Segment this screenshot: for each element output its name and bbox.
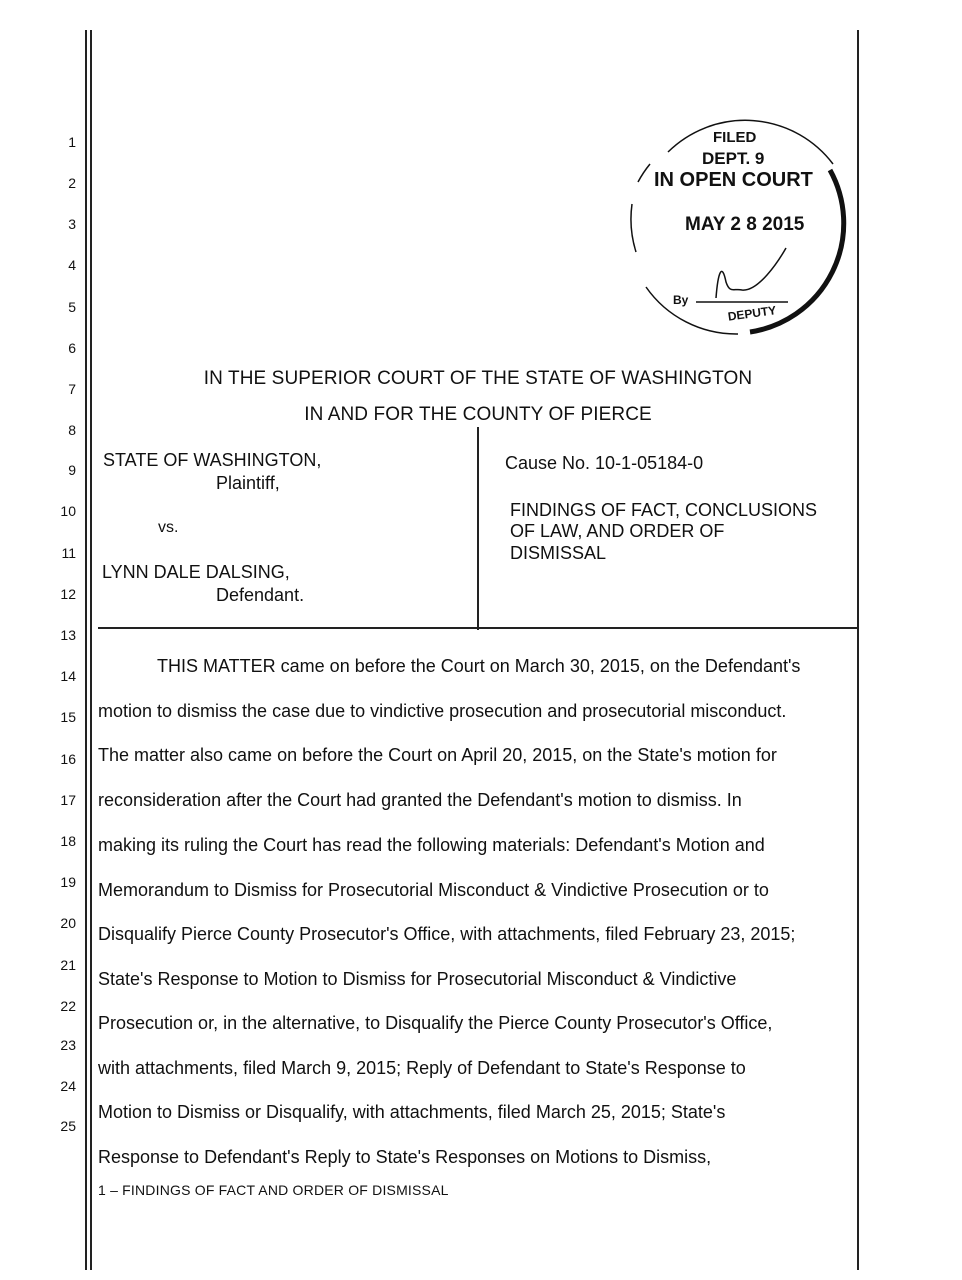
document-title-line-3: DISMISSAL <box>510 543 607 563</box>
line-number: 15 <box>60 709 76 725</box>
stamp-deputy-text: DEPUTY <box>726 303 778 324</box>
stamp-date-text: MAY 2 8 2015 <box>685 214 805 235</box>
plaintiff-role: Plaintiff, <box>216 473 280 493</box>
line-number: 17 <box>60 792 76 808</box>
line-number: 1 <box>68 134 76 150</box>
versus-text: vs. <box>158 519 179 536</box>
plaintiff-name: STATE OF WASHINGTON, <box>103 450 322 470</box>
body-line: Motion to Dismiss or Disqualify, with attachments, filed March 25, 2015; State's <box>98 1102 726 1122</box>
line-number: 7 <box>68 381 76 397</box>
line-number: 16 <box>60 751 76 767</box>
line-number: 20 <box>60 915 76 931</box>
body-line: motion to dismiss the case due to vindictive prosecution and prosecutorial misconduct. <box>98 701 787 721</box>
line-number: 5 <box>68 299 76 315</box>
stamp-dept-text: DEPT. 9 <box>702 149 765 168</box>
line-number: 21 <box>60 957 76 973</box>
caption-divider-vertical <box>477 427 479 630</box>
line-number: 19 <box>60 874 76 890</box>
defendant-role: Defendant. <box>216 585 305 605</box>
caption-divider-horizontal <box>98 627 857 629</box>
line-number: 2 <box>68 175 76 191</box>
stamp-filed-text: FILED <box>713 129 757 146</box>
line-number: 12 <box>60 586 76 602</box>
line-number: 9 <box>68 462 76 478</box>
line-number: 25 <box>60 1118 76 1134</box>
body-line: Prosecution or, in the alternative, to Disqualify the Pierce County Prosecutor's Office, <box>98 1013 773 1033</box>
line-number: 22 <box>60 998 76 1014</box>
line-number: 13 <box>60 627 76 643</box>
line-number: 18 <box>60 833 76 849</box>
body-line: State's Response to Motion to Dismiss for Prosecutorial Misconduct & Vindictive <box>98 969 737 989</box>
line-number: 10 <box>60 503 76 519</box>
document-title-line-2: OF LAW, AND ORDER OF <box>510 521 725 541</box>
body-line: Response to Defendant's Reply to State's Responses on Motions to Dismiss, <box>98 1147 712 1167</box>
body-line: making its ruling the Court has read the following materials: Defendant's Motion and <box>98 835 765 855</box>
line-number: 4 <box>68 257 76 273</box>
stamp-open-court-text: IN OPEN COURT <box>654 169 813 191</box>
court-heading-line-2: IN AND FOR THE COUNTY OF PIERCE <box>304 404 652 425</box>
left-margin-line-inner <box>90 30 92 1270</box>
filed-stamp <box>618 112 858 342</box>
signature-icon <box>716 248 786 298</box>
body-line: with attachments, filed March 9, 2015; Reply of Defendant to State's Response to <box>98 1058 746 1078</box>
line-number: 23 <box>60 1037 76 1053</box>
line-number: 11 <box>61 545 76 561</box>
line-number: 24 <box>60 1078 76 1094</box>
court-heading-line-1: IN THE SUPERIOR COURT OF THE STATE OF WASHINGTON <box>203 368 753 389</box>
line-number: 8 <box>68 422 76 438</box>
cause-number: Cause No. 10-1-05184-0 <box>505 453 704 473</box>
body-line: THIS MATTER came on before the Court on March 30, 2015, on the Defendant's <box>157 656 801 676</box>
stamp-by-text: By <box>673 293 689 307</box>
line-number: 14 <box>60 668 76 684</box>
body-line: The matter also came on before the Court on April 20, 2015, on the State's motion for <box>98 745 777 765</box>
document-title-line-1: FINDINGS OF FACT, CONCLUSIONS <box>510 500 818 520</box>
defendant-name: LYNN DALE DALSING, <box>102 562 290 582</box>
left-margin-line-outer <box>85 30 87 1270</box>
line-number: 6 <box>68 340 76 356</box>
body-line: reconsideration after the Court had granted the Defendant's motion to dismiss. In <box>98 790 742 810</box>
body-line: Memorandum to Dismiss for Prosecutorial Misconduct & Vindictive Prosecution or to <box>98 880 769 900</box>
body-line: Disqualify Pierce County Prosecutor's Office, with attachments, filed February 23, 2015; <box>98 924 796 944</box>
page-footer: 1 – FINDINGS OF FACT AND ORDER OF DISMISSAL <box>98 1182 449 1198</box>
line-number: 3 <box>68 216 76 232</box>
